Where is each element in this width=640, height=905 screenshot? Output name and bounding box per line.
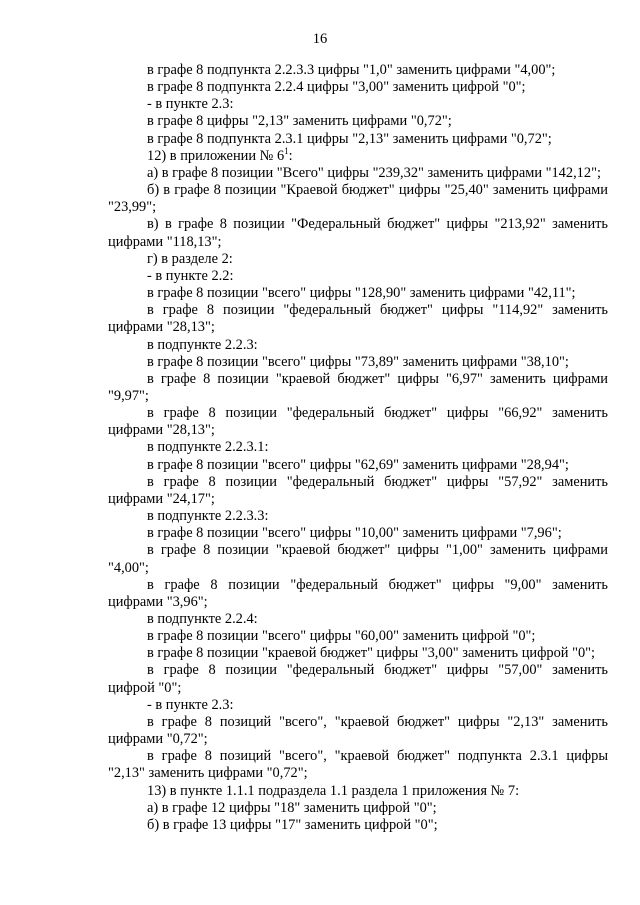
paragraph: в графе 8 позиций "всего", "краевой бюджет" цифры "2,13" заменить цифрами "0,72"; bbox=[108, 713, 608, 748]
paragraph: в подпункте 2.2.3.3: bbox=[147, 508, 269, 525]
paragraph: 13) в пункте 1.1.1 подраздела 1.1 раздела 1 приложения № 7: bbox=[147, 782, 520, 799]
item-12-number: 12) bbox=[147, 147, 167, 164]
paragraph: в подпункте 2.2.3: bbox=[147, 336, 258, 353]
document-body bbox=[108, 62, 608, 834]
item-12-text: в приложении № 6 bbox=[169, 147, 285, 164]
paragraph: а) в графе 8 позиции "Всего" цифры "239,32" заменить цифрами "142,12"; bbox=[147, 164, 601, 181]
paragraph: - в пункте 2.2: bbox=[147, 267, 234, 284]
paragraph: г) в разделе 2: bbox=[147, 250, 233, 267]
paragraph: в графе 8 позиции "всего" цифры "10,00" заменить цифрами "7,96"; bbox=[147, 525, 562, 542]
paragraph: в графе 8 позиции "краевой бюджет" цифры "6,97" заменить цифрами "9,97"; bbox=[108, 370, 608, 404]
paragraph: в графе 8 позиции "федеральный бюджет" цифры "9,00" заменить цифрами "3,96"; bbox=[108, 576, 608, 610]
paragraph: в подпункте 2.2.3.1: bbox=[147, 439, 269, 456]
paragraph: б) в графе 13 цифры "17" заменить цифрой "0"; bbox=[147, 816, 438, 833]
paragraph: в графе 8 подпункта 2.3.1 цифры "2,13" заменить цифрами "0,72"; bbox=[147, 130, 552, 147]
paragraph: - в пункте 2.3: bbox=[147, 696, 234, 713]
paragraph: в подпункте 2.2.4: bbox=[147, 611, 258, 627]
paragraph: в графе 8 позиции "всего" цифры "73,89" заменить цифрами "38,10"; bbox=[147, 353, 569, 370]
paragraph: в графе 8 позиции "федеральный бюджет" цифры "114,92" заменить цифрами "28,13"; bbox=[108, 302, 608, 336]
paragraph: б) в графе 8 позиции "Краевой бюджет" цифры "25,40" заменить цифрами "23,99"; bbox=[108, 182, 608, 216]
paragraph: в графе 8 позиции "всего" цифры "62,69" заменить цифрами "28,94"; bbox=[147, 456, 569, 473]
paragraph: в графе 8 позиции "всего" цифры "60,00" заменить цифрой "0"; bbox=[147, 628, 536, 645]
paragraph-item-12 bbox=[108, 145, 608, 165]
paragraph: - в пункте 2.3: bbox=[147, 96, 234, 113]
paragraph: в графе 8 позиции "краевой бюджет" цифры "3,00" заменить цифрой "0"; bbox=[147, 645, 596, 662]
paragraph: в) в графе 8 позиции "Федеральный бюджет" цифры "213,92" заменить цифрами "118,13"; bbox=[108, 216, 608, 250]
paragraph: в графе 8 позиций "всего", "краевой бюджет" подпункта 2.3.1 цифры "2,13" заменить цифрами "0,72"; bbox=[108, 748, 608, 782]
footnote-superscript: 1 bbox=[284, 145, 289, 156]
paragraph: в графе 8 позиции "федеральный бюджет" цифры "57,00" заменить цифрой "0"; bbox=[108, 662, 608, 696]
paragraph: в графе 8 подпункта 2.2.3.3 цифры "1,0" заменить цифрами "4,00"; bbox=[147, 62, 556, 78]
page-number: 16 bbox=[312, 31, 328, 47]
paragraph: а) в графе 12 цифры "18" заменить цифрой "0"; bbox=[147, 799, 437, 816]
paragraph: в графе 8 позиции "всего" цифры "128,90" заменить цифрами "42,11"; bbox=[147, 285, 576, 302]
paragraph: в графе 8 позиции "краевой бюджет" цифры "1,00" заменить цифрами "4,00"; bbox=[108, 542, 608, 576]
paragraph: в графе 8 позиции "федеральный бюджет" цифры "66,92" заменить цифрами "28,13"; bbox=[108, 405, 608, 439]
paragraph: в графе 8 цифры "2,13" заменить цифрами "0,72"; bbox=[147, 113, 452, 130]
paragraph: в графе 8 позиции "федеральный бюджет" цифры "57,92" заменить цифрами "24,17"; bbox=[108, 473, 608, 507]
paragraph: в графе 8 подпункта 2.2.4 цифры "3,00" заменить цифрой "0"; bbox=[147, 79, 526, 96]
item-12-suffix: : bbox=[288, 147, 293, 164]
